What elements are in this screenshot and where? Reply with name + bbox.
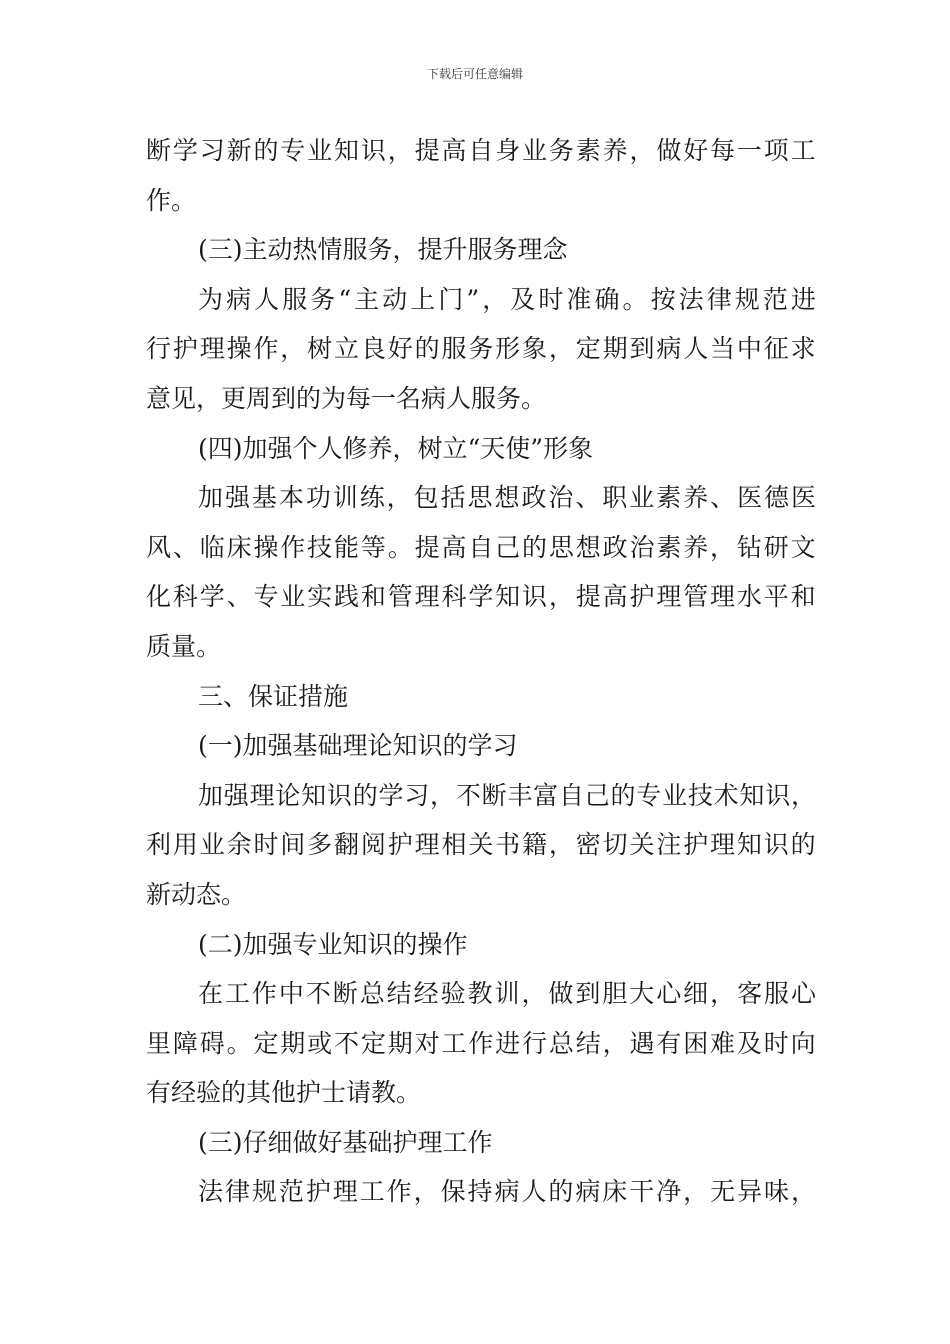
text-line: 在 工 作 中 不 断 总 结 经 验 教 训 ， 做 到 胆 大 心 细 ， 客 服 心 bbox=[198, 979, 816, 1009]
text-line: (一)加强基础理论知识的学习 bbox=[198, 731, 518, 761]
text-line: (三)主动热情服务，提升服务理念 bbox=[198, 235, 568, 265]
text-line: 利 用 业 余 时 间 多 翻 阅 护 理 相 关 书 籍 ， 密 切 关 注 护 理 知 识 的 bbox=[146, 830, 816, 860]
text-line: 有经验的其他护士请教。 bbox=[146, 1078, 422, 1108]
text-line: 为 病 人 服 务 “ 主 动 上 门 ” ， 及 时 准 确 。 按 法 律 规 范 进 bbox=[198, 284, 816, 314]
text-line: 质量。 bbox=[146, 631, 222, 661]
text-line: (二)加强专业知识的操作 bbox=[198, 929, 468, 959]
page-header: 下载后可任意编辑 bbox=[426, 67, 523, 81]
text-line: 加 强 理 论 知 识 的 学 习 ， 不 断 丰 富 自 己 的 专 业 技 术 知 识 ， bbox=[198, 780, 816, 810]
text-line: 断 学 习 新 的 专 业 知 识 ， 提 高 自 身 业 务 素 养 ， 做 好 每 一 项 工 bbox=[146, 136, 816, 165]
text-line: 化 科 学 、 专 业 实 践 和 管 理 科 学 知 识 ， 提 高 护 理 管 理 水 平 和 bbox=[146, 582, 816, 612]
text-line: 法 律 规 范 护 理 工 作 ， 保 持 病 人 的 病 床 干 净 ， 无 异 味 ， bbox=[198, 1177, 816, 1207]
text-line: 作。 bbox=[146, 185, 197, 215]
text-line: 行 护 理 操 作 ， 树 立 良 好 的 服 务 形 象 ， 定 期 到 病 人 当 中 征 求 bbox=[146, 334, 816, 364]
text-line: 风 、 临 床 操 作 技 能 等 。 提 高 自 己 的 思 想 政 治 素 养 ， 钻 研 文 bbox=[146, 532, 816, 562]
text-line: 新动态。 bbox=[146, 879, 247, 909]
text-line: 里 障 碍 。 定 期 或 不 定 期 对 工 作 进 行 总 结 ， 遇 有 困 难 及 时 向 bbox=[146, 1028, 816, 1058]
text-line: (四)加强个人修养，树立“天使”形象 bbox=[198, 433, 594, 463]
text-line: (三)仔细做好基础护理工作 bbox=[198, 1127, 493, 1157]
text-line: 三、保证措施 bbox=[198, 681, 349, 711]
text-line: 加 强 基 本 功 训 练 ， 包 括 思 想 政 治 、 职 业 素 养 、 医 德 医 bbox=[198, 483, 816, 513]
text-line: 意见，更周到的为每一名病人服务。 bbox=[146, 383, 547, 413]
document-body bbox=[146, 126, 816, 1217]
